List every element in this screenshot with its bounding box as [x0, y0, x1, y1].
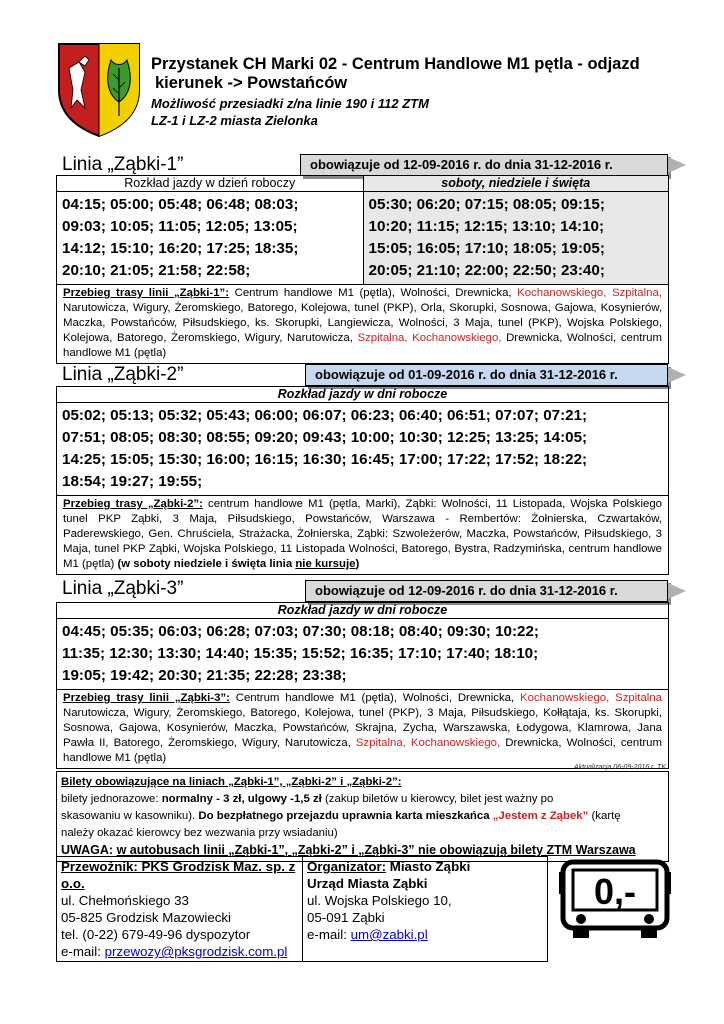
weekend-header: soboty, niedziele i święta	[364, 176, 669, 192]
warning-text: w autobusach linii „Ząbki-1”, „Ząbki-2” i „Ząbki-3” nie obowiązują bilety ZTM Warszawa	[116, 843, 636, 857]
tickets-text: bilety jednorazowe:	[61, 793, 162, 805]
carrier-city: 05-825 Grodzisk Mazowiecki	[61, 910, 231, 925]
coat-of-arms-icon	[55, 38, 143, 138]
route-note: )	[355, 558, 360, 570]
tickets-text: (zakup biletów u kierowcy, bilet jest ważny po	[321, 793, 554, 805]
weekday-times	[57, 619, 668, 690]
organizer-email-link[interactable]: um@zabki.pl	[350, 927, 428, 942]
route-label: Przebieg trasy linii „Ząbki-3”:	[63, 692, 230, 704]
tickets-info	[56, 771, 669, 862]
line2-timetable	[56, 386, 669, 575]
carrier-contact	[57, 857, 302, 961]
email-label: e-mail:	[61, 944, 105, 959]
carrier-email-link[interactable]: przewozy@pksgrodzisk.com.pl	[104, 944, 288, 959]
route-text-red: Szpitalna, Kochanowskiego,	[355, 737, 501, 749]
time-row: 05:30; 06:20; 07:15; 08:05; 09:15;	[368, 196, 605, 213]
time-row: 20:10; 21:05; 21:58; 22:58;	[62, 262, 251, 279]
transfer-info-2: LZ-1 i LZ-2 miasta Zielonka	[151, 113, 318, 128]
time-row: 15:05; 16:05; 17:10; 18:05; 19:05;	[368, 240, 605, 257]
time-row: 19:05; 19:42; 20:30; 21:35; 22:28; 23:38;	[62, 667, 347, 684]
line3-validity: obowiązuje od 12-09-2016 r. do dnia 31-12-2016 r.	[305, 580, 668, 602]
line3-title: Linia „Ząbki-3”	[62, 578, 184, 599]
stop-name: Przystanek CH Marki 02 - Centrum Handlowe M1 pętla - odjazd	[151, 55, 640, 73]
organizer-label: Organizator:	[307, 859, 387, 874]
route-text-red: Kochanowskiego, Szpitalna,	[517, 287, 662, 299]
bus-icon	[559, 858, 671, 940]
carrier-phone: tel. (0-22) 679-49-96 dyspozytor	[61, 927, 251, 942]
ticket-prices: normalny - 3 zł, ulgowy -1,5 zł	[161, 793, 322, 805]
route-note: nie kursuje	[295, 558, 356, 570]
organizer-city: 05-091 Ząbki	[307, 910, 385, 925]
warning-label: UWAGA:	[61, 843, 117, 857]
bus-fare-text: 0,-	[593, 871, 637, 912]
time-row: 14:25; 15:05; 15:30; 16:00; 16:15; 16:30; 16:45; 17:00; 17:22; 17:52; 18:22;	[62, 451, 588, 468]
route-text: Centrum handlowe M1 (pętla), Wolności, Drewnicka,	[229, 287, 518, 299]
weekend-times	[364, 192, 669, 284]
direction: kierunek -> Powstańców	[155, 74, 348, 92]
time-row: 11:35; 12:30; 13:30; 14:40; 15:35; 15:52; 16:35; 17:10; 17:40; 18:10;	[62, 645, 539, 662]
line1-title: Linia „Ząbki-1”	[62, 154, 184, 175]
line2-route	[57, 496, 668, 574]
time-row: 07:51; 08:05; 08:30; 08:55; 09:20; 09:43; 10:00; 10:30; 12:25; 13:25; 14:05;	[62, 429, 588, 446]
carrier-label: Przewoźnik:	[61, 859, 138, 874]
organizer-office: Urząd Miasta Ząbki	[307, 876, 428, 891]
route-text: Drewnicka, Wolności, centrum handlowe M1 (pętla)	[63, 332, 662, 359]
line1-validity: obowiązuje od 12-09-2016 r. do dnia 31-12-2016 r.	[300, 154, 668, 176]
route-label: Przebieg trasy „Ząbki-2”:	[63, 498, 203, 510]
route-text-red: Kochanowskiego, Szpitalna	[520, 692, 662, 704]
organizer-address: ul. Wojska Polskiego 10,	[307, 893, 452, 908]
route-text-red: Szpitalna, Kochanowskiego,	[357, 332, 502, 344]
weekday-times	[57, 192, 363, 284]
time-row: 20:05; 21:10; 22:00; 22:50; 23:40;	[368, 262, 605, 279]
time-row: 09:03; 10:05; 11:05; 12:05; 13:05;	[62, 218, 298, 235]
email-label: e-mail:	[307, 927, 351, 942]
route-text: Narutowicza, Wigury, Żeromskiego, Batorego, Kolejowa, tunel (PKP), 3 Maja, Piłsudskiego, Kołłątaja, ks. Skorupki, Sosnowa, Gajowa, Kosynierów, Maczka, Powstańców, Skrajna, Zycha, Warszawska, Łodygowa, Klamrowa, Jana Pawła II, Batorego, Żeromskiego, Wigury, Narutowicza,	[63, 707, 662, 749]
tickets-text: skasowaniu w kasowniku).	[61, 810, 199, 822]
time-row: 18:54; 19:27; 19:55;	[62, 473, 203, 490]
line1-timetable	[56, 175, 669, 364]
time-row: 14:12; 15:10; 16:20; 17:25; 18:35;	[62, 240, 299, 257]
update-note: Aktualizacja 06-09-2016 r. TK	[574, 764, 666, 771]
route-text: centrum handlowe M1 (pętla, Marki), Ząbki: Wolności, 11 Listopada, Wojska Polskiego tunel PKP Ząbki, 3 Maja, Piłsudskiego, Powstańców, Warszawa - Rembertów: Żołnierska, Czwartaków, Paderewskiego, Gen. Chruściela, Strażacka, Żołnierska, Ząbki: Szwoleżerów, Maczka, Powstańców, Piłsudskiego, 3 Maja, tunel PKP Ząbki, Wojska Polskiego, 11 Listopada Wolności, Batorego, Bystra, Radzymińska, centrum handlowe M1 (pętla)	[63, 498, 662, 570]
route-text: Drewnicka, Wolności, centrum handlowe M1 (pętla)	[63, 737, 662, 764]
time-row: 05:02; 05:13; 05:32; 05:43; 06:00; 06:07; 06:23; 06:40; 06:51; 07:07; 07:21;	[62, 407, 588, 424]
time-row: 04:45; 05:35; 06:03; 06:28; 07:03; 07:30; 08:18; 08:40; 09:30; 10:22;	[62, 623, 539, 640]
weekday-header: Rozkład jazdy w dni robocze	[57, 387, 668, 403]
line2-title: Linia „Ząbki-2”	[62, 364, 184, 385]
tickets-text: należy okazać kierowcy bez wezwania przy wsiadaniu)	[61, 827, 338, 839]
carrier-name: PKS Grodzisk Maz. sp. z o.o.	[61, 859, 296, 891]
time-row: 04:15; 05:00; 05:48; 06:48; 08:03;	[62, 196, 299, 213]
time-row: 10:20; 11:15; 12:15; 13:10; 14:10;	[368, 218, 605, 235]
route-label: Przebieg trasy linii „Ząbki-1”:	[63, 287, 230, 299]
tickets-heading: Bilety obowiązujące na liniach „Ząbki-1”, „Ząbki-2” i „Ząbki-2”:	[61, 776, 402, 788]
arrow-icon	[668, 583, 686, 599]
arrow-icon	[668, 157, 686, 173]
organizer-name: Miasto Ząbki	[386, 859, 471, 874]
stop-header	[151, 55, 711, 129]
resident-card: „Jestem z Ząbek”	[492, 810, 589, 822]
carrier-address: ul. Chełmońskiego 33	[61, 893, 189, 908]
weekday-times	[57, 403, 668, 496]
weekday-header: Rozkład jazdy w dni robocze	[57, 603, 668, 619]
arrow-icon	[668, 367, 686, 383]
tickets-text: Do bezpłatnego przejazdu uprawnia karta mieszkańca	[198, 810, 493, 822]
line2-validity: obowiązuje od 01-09-2016 r. do dnia 31-12-2016 r.	[305, 364, 668, 386]
organizer-contact	[302, 857, 547, 961]
contacts	[56, 856, 548, 962]
line1-route	[57, 285, 668, 363]
transfer-info: Możliwość przesiadki z/na linie 190 i 112 ZTM	[151, 96, 429, 111]
line3-timetable	[56, 602, 669, 769]
line3-route	[57, 690, 668, 768]
route-note: (w soboty niedziele i święta linia	[117, 558, 296, 570]
weekday-header: Rozkład jazdy w dzień roboczy	[57, 176, 363, 192]
route-text: Centrum handlowe M1 (pętla), Wolności, Drewnicka,	[229, 692, 521, 704]
route-text: Narutowicza, Wigury, Żeromskiego, Batorego, Kolejowa, tunel (PKP), Orla, Skorupki, Sosnowa, Gajowa, Kosynierów, Maczka, Powstańców, Piłsudskiego, ks. Skorupki, Langiewicza, Wolności, 3 Maja, tunel (PKP), Wojska Polskiego, Kolejowa, Batorego, Żeromskiego, Wigury, Narutowicza,	[63, 302, 662, 344]
tickets-text: (kartę	[588, 810, 621, 822]
